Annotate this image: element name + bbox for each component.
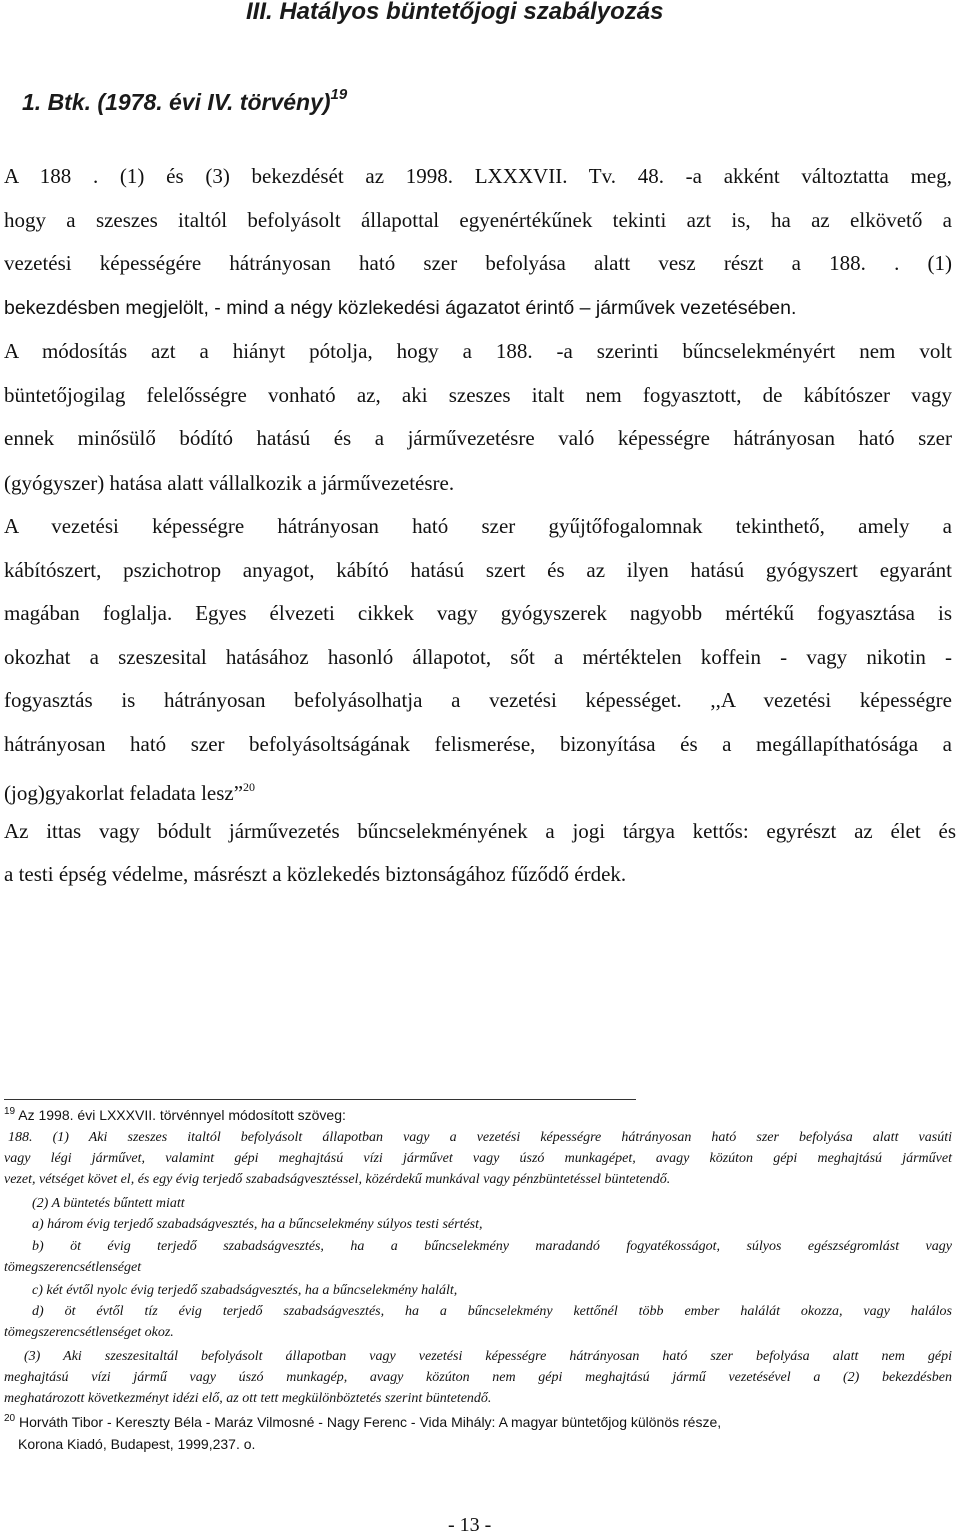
footnote-20-line-1 <box>4 1411 904 1430</box>
footnote-number-19: 19 <box>4 1106 16 1117</box>
footnote-line: c) két évtől nyolc évig terjedő szabadságvesztés, ha a bűncselekmény halált, <box>32 1283 458 1298</box>
body-line: magában foglalja. Egyes élvezeti cikkek vagy gyógyszerek nagyobb mértékű fogyasztása is <box>4 601 952 625</box>
body-line-text: (jog)gyakorlat feladata lesz” <box>4 781 244 805</box>
footnote-line: 188. (1) Aki szeszes italtól befolyásolt állapotban vagy a vezetési képességre hátrányosan ható szer befolyása alatt vasúti <box>8 1130 952 1145</box>
body-line: Az ittas vagy bódult járművezetés bűncselekményének a jogi tárgya kettős: egyrészt az élet és <box>4 819 956 843</box>
footnote-line: vezet, vétséget követ el, és egy évig terjedő szabadságvesztéssel, közérdekű munkával vagy pénzbüntetéssel büntetendő. <box>4 1172 671 1187</box>
footnote-20-text: Horváth Tibor - Kereszty Béla - Maráz Vilmosné - Nagy Ferenc - Vida Mihály: A magyar büntetőjog különös része, <box>19 1414 722 1430</box>
body-line: hogy a szeszes italtól befolyásolt állapottal egyenértékűnek tekinti azt is, ha az elkövető a <box>4 208 952 232</box>
body-line: A 188 . (1) és (3) bekezdését az 1998. LXXXVII. Tv. 48. -a akként változtatta meg, <box>4 164 952 188</box>
body-line: A vezetési képességre hátrányosan ható szer gyűjtőfogalomnak tekinthető, amely a <box>4 514 952 538</box>
body-line: (gyógyszer) hatása alatt vállalkozik a járművezetésre. <box>4 471 455 495</box>
footnote-divider <box>4 1099 636 1100</box>
footnote-line: meghatározott következményt idézi elő, az ott tett megkülönböztetés szerint büntetendő. <box>4 1391 492 1406</box>
footnote-line: tömegszerencsétlenséget <box>4 1260 142 1275</box>
page-number: - 13 - <box>448 1514 492 1536</box>
body-line: bekezdésben megjelölt, - mind a négy közlekedési ágazatot érintő – járművek vezetésében. <box>4 297 797 319</box>
chapter-title: III. Hatályos büntetőjogi szabályozás <box>246 0 664 25</box>
footnote-19-intro-text: Az 1998. évi LXXXVII. törvénnyel módosított szöveg: <box>18 1107 346 1123</box>
footnote-line: (2) A büntetés bűntett miatt <box>32 1196 185 1211</box>
body-line: a testi épség védelme, másrészt a közlekedés biztonságához fűződő érdek. <box>4 862 627 886</box>
footnote-19-intro <box>4 1104 464 1123</box>
body-line: ennek minősülő bódító hatású és a járművezetésre való képességre hátrányosan ható szer <box>4 426 952 450</box>
body-line: A módosítás azt a hiányt pótolja, hogy a 188. -a szerinti bűncselekményért nem volt <box>4 339 952 363</box>
footnote-20-line-2: Korona Kiadó, Budapest, 1999,237. o. <box>18 1436 256 1452</box>
footnote-line: meghajtású vízi jármű vagy úszó munkagép, avagy közúton nem gépi meghajtású jármű vezetésével a (2) bekezdésben <box>4 1370 952 1385</box>
footnote-line: d) öt évtől tíz évig terjedő szabadságvesztés, ha a bűncselekmény kettőnél több ember halálát okozza, vagy halálos <box>32 1304 952 1319</box>
body-line: kábítószert, pszichotrop anyagot, kábító hatású szert és az ilyen hatású gyógyszert egyaránt <box>4 558 952 582</box>
footnote-line: vagy légi járművet, valamint gépi meghajtású vízi járművet vagy úszó munkagépet, avagy közúton gépi meghajtású járművet <box>4 1151 952 1166</box>
body-line: fogyasztás is hátrányosan befolyásolhatja a vezetési képességet. ,,A vezetési képességre <box>4 688 952 712</box>
body-line: okozhat a szeszesital hatásához hasonló állapotot, sőt a mértéktelen koffein - vagy nikotin - <box>4 645 952 669</box>
body-line: hátrányosan ható szer befolyásoltságának felismerése, bizonyítása és a megállapíthatósága a <box>4 732 952 756</box>
body-line: vezetési képességére hátrányosan ható szer befolyása alatt vesz részt a 188. . (1) <box>4 251 952 275</box>
footnote-line: a) három évig terjedő szabadságvesztés, ha a bűncselekmény súlyos testi sértést, <box>32 1217 483 1232</box>
body-line <box>4 775 324 805</box>
footnote-line: b) öt évig terjedő szabadságvesztés, ha a bűncselekmény maradandó fogyatékosságot, súlyos egészségromlást vagy <box>32 1239 952 1254</box>
footnote-number-20: 20 <box>4 1413 16 1424</box>
footnote-ref-19: 19 <box>330 86 348 103</box>
body-line: büntetőjogilag felelősségre vonható az, aki szeszes italt nem fogyasztott, de kábítószer vagy <box>4 383 952 407</box>
section-title-text: 1. Btk. (1978. évi IV. törvény) <box>22 89 331 115</box>
section-title <box>22 86 347 116</box>
footnote-line: (3) Aki szeszesitaltál befolyásolt állapotban vagy vezetési képességre hátrányosan ható szer befolyása alatt nem gépi <box>24 1349 952 1364</box>
footnote-line: tömegszerencsétlenséget okoz. <box>4 1325 174 1340</box>
footnote-ref-20: 20 <box>243 780 256 794</box>
